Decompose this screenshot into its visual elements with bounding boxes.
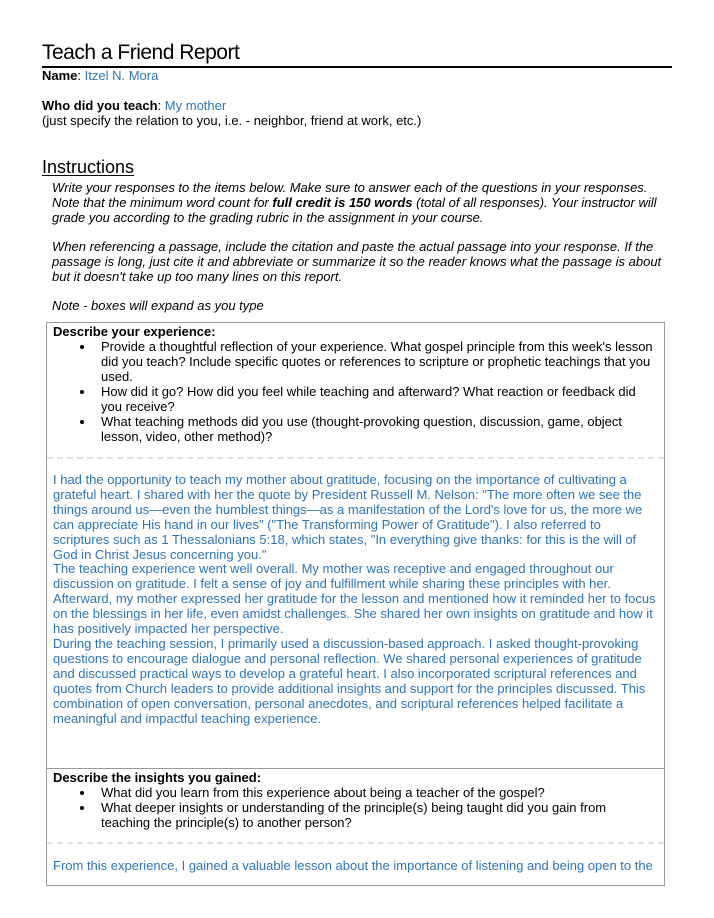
divider (47, 457, 664, 459)
experience-bullets (53, 339, 658, 444)
word-count-requirement: full credit is 150 words (272, 195, 413, 210)
insights-label: Describe the insights you gained: (53, 770, 262, 785)
insights-prompt (47, 769, 664, 830)
who-row: Who did you teach: My mother (42, 98, 227, 113)
response-paragraph: The teaching experience went well overall. My mother was receptive and engaged throughout our discussion on gratitude. I felt a sense of joy and fulfillment while sharing these principles with her. Afterward, my mother expressed her gratitude for the lesson and mentioned how it reminded her to focus on the blessings in her life, even amidst challenges. She shared her own insights on gratitude and how it has positively impacted her perspective. (53, 561, 656, 637)
who-value[interactable]: My mother (164, 98, 227, 113)
insights-bullets (53, 785, 658, 830)
name-value[interactable]: Itzel N. Mora (84, 68, 159, 83)
insights-box (46, 768, 665, 886)
response-paragraph: During the teaching session, I primarily used a discussion-based approach. I asked thought-provoking questions to encourage dialogue and personal reflection. We shared personal experiences of gratitude and discussed practical ways to develop a grateful heart. I also incorporated scriptural references and quotes from Church leaders to provide additional insights and support for the principles discussed. This combination of open conversation, personal anecdotes, and scriptural references helped facilitate a meaningful and impactful teaching experience. (53, 635, 646, 726)
experience-box (46, 322, 665, 769)
instructions-paragraph-2: When referencing a passage, include the citation and paste the actual passage into your response. If the passage is long, just cite it and abbreviate or summarize it so the reader knows what the passage is about but it doesn't take up too many lines on this report. (52, 239, 662, 284)
instructions-note: Note - boxes will expand as you type (52, 298, 264, 313)
experience-bullet: • How did it go? How did you feel while teaching and afterward? What reaction or feedback did you receive? (95, 384, 658, 414)
insights-bullet: • What deeper insights or understanding of the principle(s) being taught did you gain from teaching the principle(s) to another person? (95, 800, 658, 830)
divider (47, 842, 664, 844)
experience-bullet: • Provide a thoughtful reflection of your experience. What gospel principle from this week's lesson did you teach? Include specific quotes or references to scripture or prophetic teachings that you used. (95, 339, 658, 384)
experience-prompt (47, 323, 664, 444)
name-row: Name: Itzel N. Mora (42, 68, 159, 83)
insights-response[interactable]: From this experience, I gained a valuable lesson about the importance of listening and being open to the (53, 858, 653, 873)
instructions-paragraph-1: Write your responses to the items below. Make sure to answer each of the questions in your responses. Note that the minimum word count for full credit is 150 words (total of all responses). Your instructor will grade you according to the grading rubric in the assignment in your course. (52, 180, 657, 225)
experience-label: Describe your experience: (53, 324, 216, 339)
page-title: Teach a Friend Report (42, 40, 672, 68)
who-hint: (just specify the relation to you, i.e. - neighbor, friend at work, etc.) (42, 113, 422, 128)
name-label: Name (42, 68, 78, 83)
who-label: Who did you teach (42, 98, 158, 113)
experience-bullet: • What teaching methods did you use (thought-provoking question, discussion, game, object lesson, video, other method)? (95, 414, 658, 444)
instructions-heading: Instructions (42, 157, 135, 177)
insights-bullet: • What did you learn from this experience about being a teacher of the gospel? (95, 785, 658, 800)
experience-response[interactable] (53, 473, 656, 726)
response-paragraph: I had the opportunity to teach my mother about gratitude, focusing on the importance of cultivating a grateful heart. I shared with her the quote by President Russell M. Nelson: "The more often we see the things around us—even the humblest things—as a manifestation of the Lord's love for us, the more we can appreciate His hand in our lives" ("The Transforming Power of Gratitude"). I also referred to scriptures such as 1 Thessalonians 5:18, which states, "In everything give thanks: for this is the will of God in Christ Jesus concerning you." (53, 472, 643, 562)
